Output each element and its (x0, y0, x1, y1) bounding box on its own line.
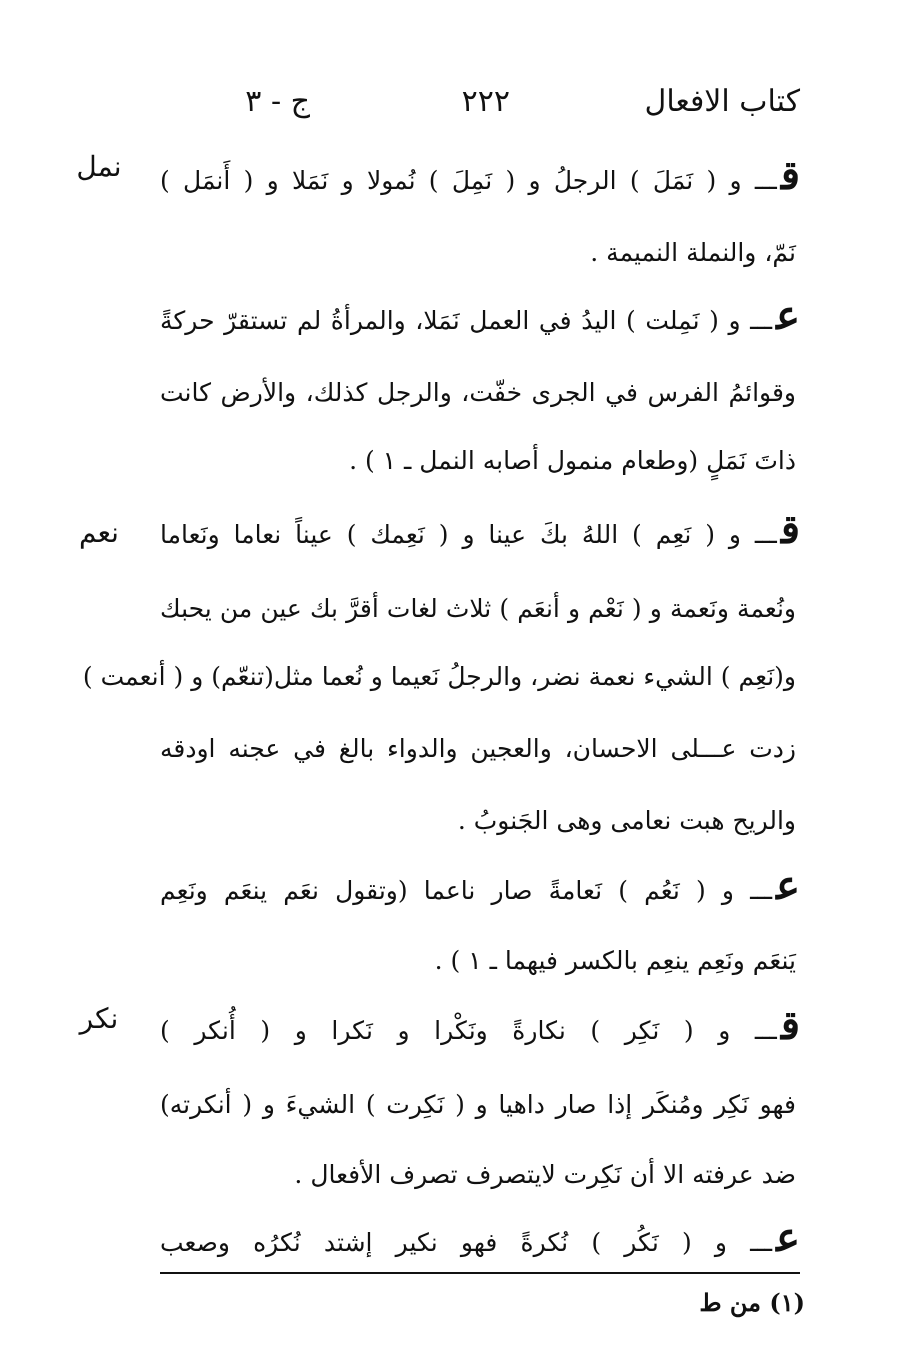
text-line (82, 652, 800, 692)
text-line (160, 796, 800, 836)
line-text: ـــ و ( نَعِم ) اللهُ بكَ عينا و ( نَعِمك ) عيناً نعاما ونَعاما (160, 520, 777, 549)
text-line (160, 292, 800, 339)
line-text: وقوائمُ الفرس في الجرى خفّت، والرجل كذلك، والأرض كانت (160, 378, 796, 407)
line-text: يَنعَم ونَعِم ينعِم بالكسر فيهما ـ ١ ) . (434, 946, 796, 975)
entry-marker: ع (776, 292, 800, 339)
margin-word-naam: نعم (79, 516, 119, 549)
text-line (160, 436, 800, 476)
line-text: و(نَعِم ) الشيء نعمة نضر، والرجلُ نَعيما و نُعما مثل(تنعّم) و ( أنعمت ) (82, 662, 796, 691)
entry-marker: ق (780, 152, 800, 199)
page-number: ٢٢٢ (461, 84, 510, 119)
footnote: (١) من ط (699, 1288, 805, 1317)
book-title: كتاب الافعال (644, 84, 800, 119)
text-line (160, 1150, 800, 1190)
margin-word-nakir: نكر (79, 1002, 119, 1035)
volume-label: ج - ٣ (245, 84, 310, 119)
line-text: ضد عرفته الا أن نَكِرت لايتصرف تصرف الأفعال . (294, 1160, 796, 1189)
text-line (160, 368, 800, 408)
text-line (160, 506, 800, 553)
entry-marker: ق (780, 1002, 800, 1049)
margin-word-naml: نمل (76, 150, 122, 183)
line-text: ـــ و ( نَمَلَ ) الرجلُ و ( نَمِلَ ) نُمولا و نَمَلا و ( أَنمَل ) (160, 166, 777, 195)
text-line (160, 228, 800, 268)
text-line (160, 584, 800, 624)
text-line (160, 152, 800, 199)
text-line (160, 1002, 800, 1049)
line-text: ذاتَ نَمَلٍ (وطعام منمول أصابه النمل ـ ١ ) . (349, 446, 796, 475)
line-text: ـــ و ( نَكُر ) نُكرةً فهو نكير إشتد نُكرُه وصعب (160, 1228, 773, 1257)
entry-marker: ع (776, 862, 800, 909)
text-line (160, 936, 800, 976)
text-line (160, 1080, 800, 1120)
line-text: ـــ و ( نَكِر ) نكارةً ونَكْرا و نَكرا و ( أُنكر ) (160, 1016, 777, 1045)
text-line (160, 1214, 800, 1261)
footnote-rule (160, 1272, 800, 1274)
text-line (160, 724, 800, 764)
line-text: نَمّ، والنملة النميمة . (590, 238, 796, 267)
line-text: والريح هبت نعامى وهى الجَنوبُ . (457, 806, 796, 835)
text-line (160, 862, 800, 909)
line-text: ونُعمة ونَعمة و ( نَعْم و أنعَم ) ثلاث لغات أقرَّ بك عين من يحبك (160, 594, 796, 623)
page-header (180, 84, 800, 124)
entry-marker: ع (776, 1214, 800, 1261)
line-text: ـــ و ( نَعُم ) نَعامةً صار ناعما (وتقول نعَم ينعَم ونَعِم (160, 876, 773, 905)
line-text: ـــ و ( نَمِلت ) اليدُ في العمل نَمَلا، والمرأةُ لم تستقرّ حركةً (160, 306, 773, 335)
entry-marker: ق (780, 506, 800, 553)
line-text: زدت عـــلى الاحسان، والعجين والدواء بالغ في عجنه اودقه (160, 734, 796, 763)
line-text: فهو نَكِر ومُنكَر إذا صار داهيا و ( نَكِرت ) الشيءَ و ( أنكرته) (160, 1090, 796, 1119)
